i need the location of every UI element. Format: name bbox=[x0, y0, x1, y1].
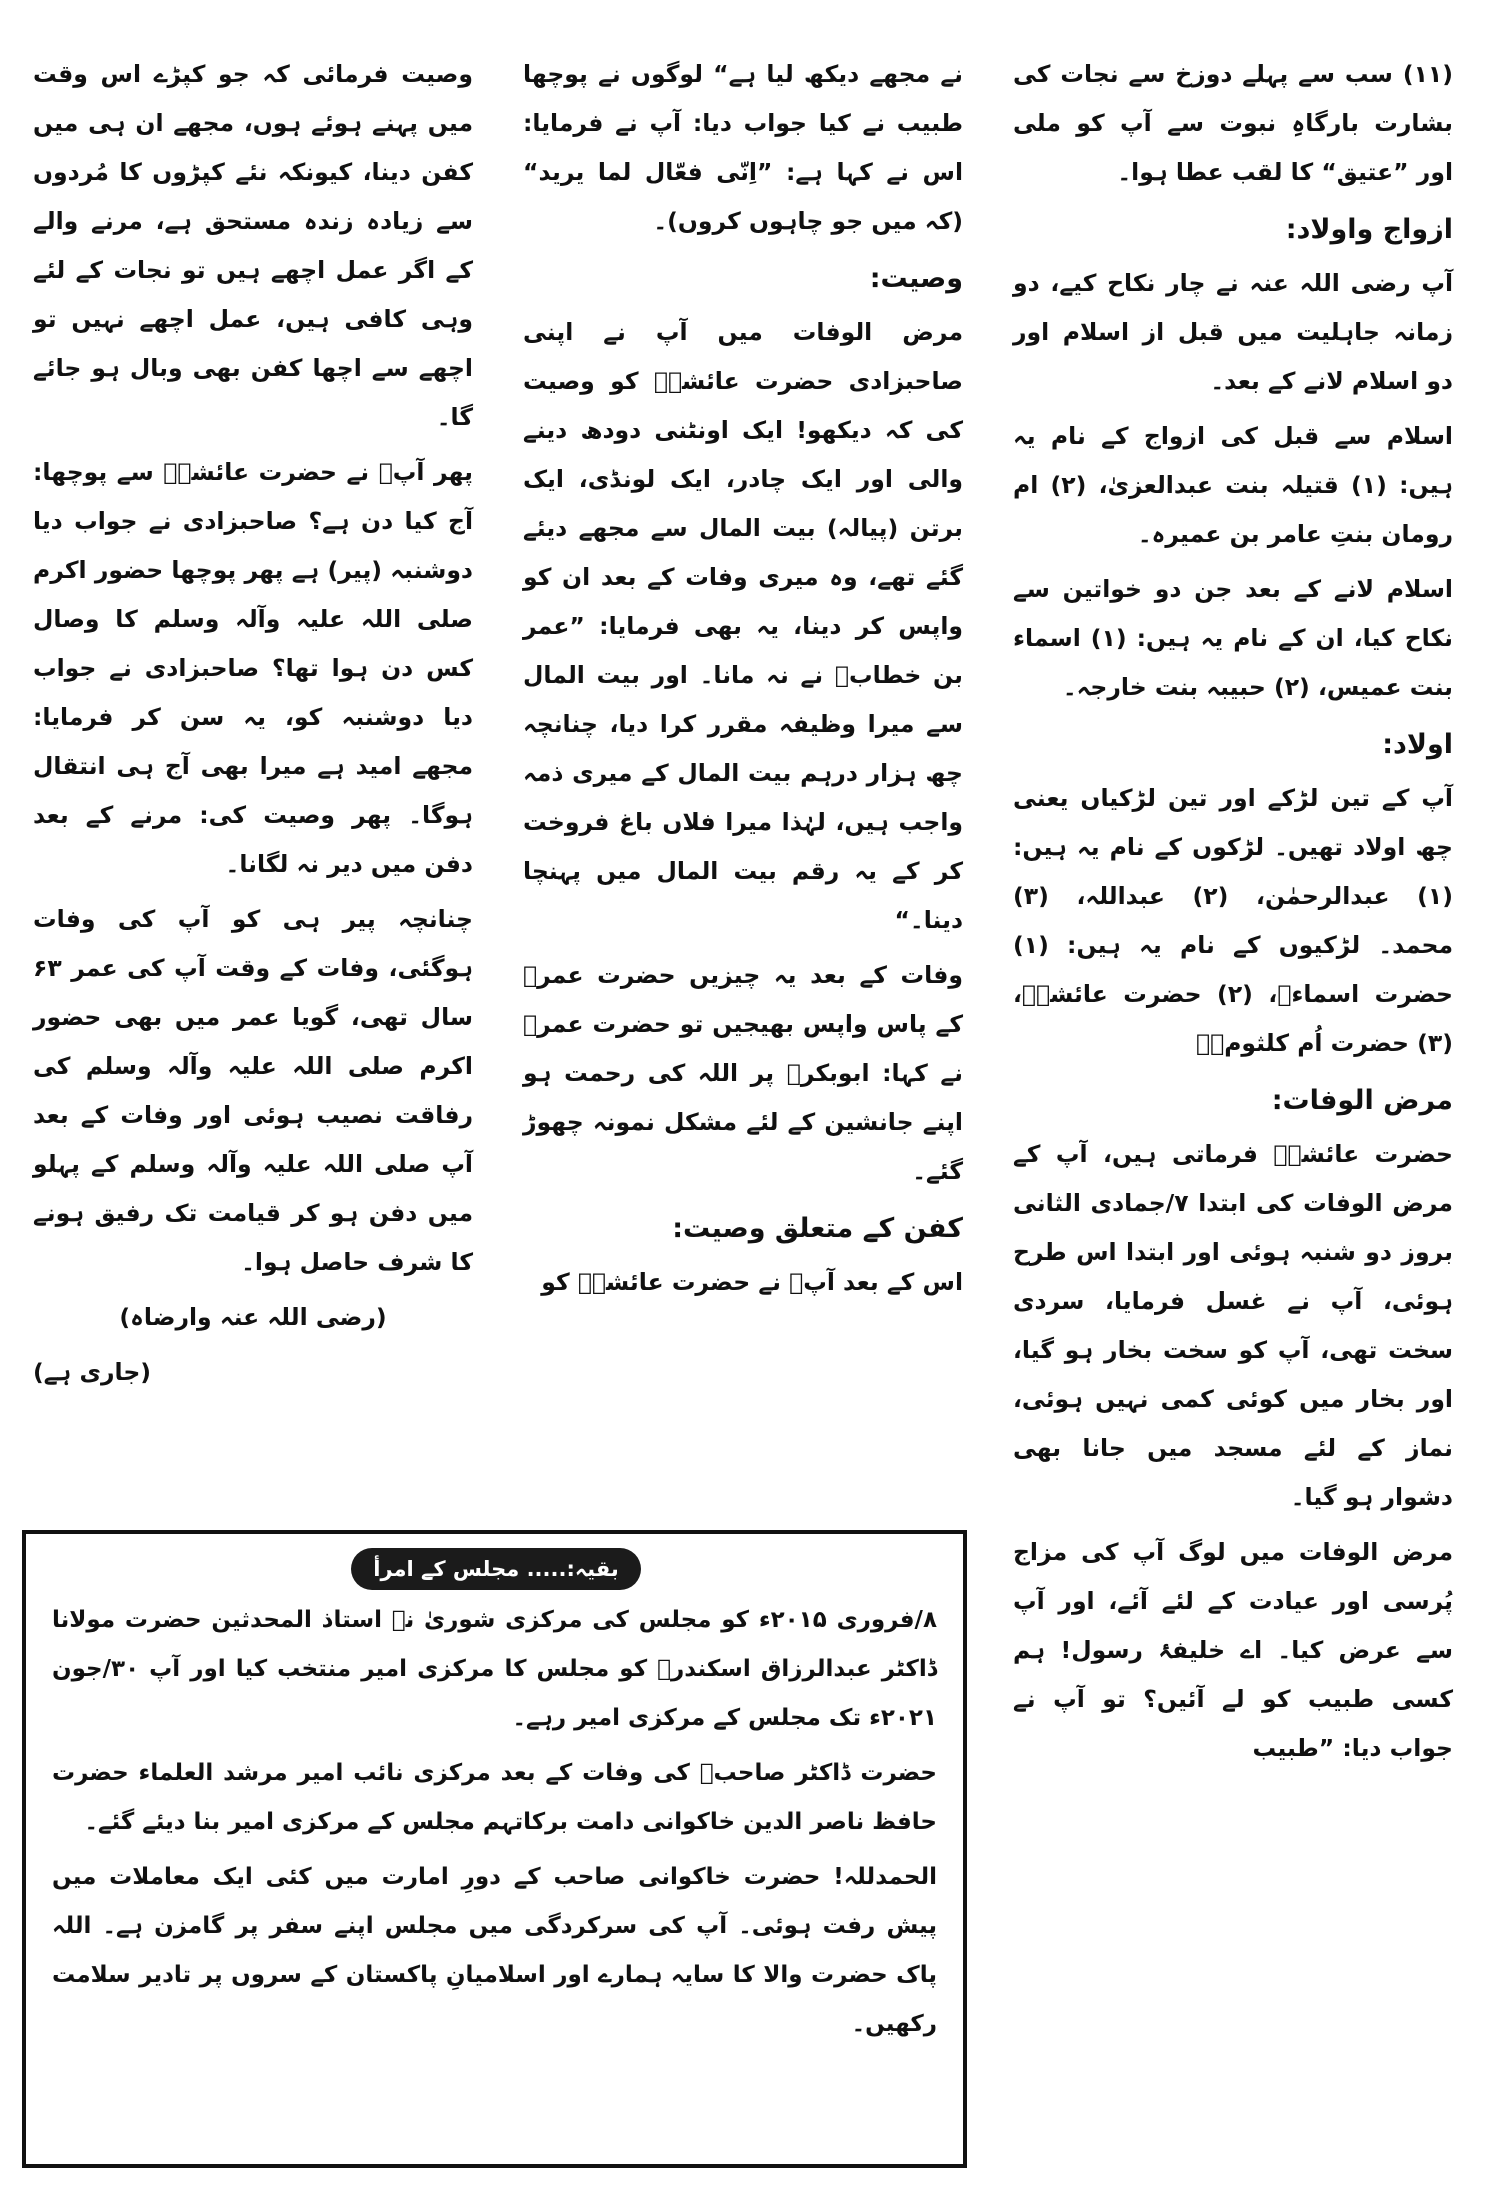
column-middle bbox=[523, 50, 963, 1313]
box-paragraph: ۸/فروری ۲۰۱۵ء کو مجلس کی مرکزی شوریٰ نے استاذ المحدثین حضرت مولانا ڈاکٹر عبدالرزاق اسکندرؒ کو مجلس کا مرکزی امیر منتخب کیا اور آپ ۳۰/جون ۲۰۲۱ء تک مجلس کے مرکزی امیر رہے۔ bbox=[52, 1607, 937, 1731]
section-heading: مرض الوفات: bbox=[1271, 1085, 1453, 1116]
section-heading: وصیت: bbox=[869, 263, 963, 294]
paragraph: مرض الوفات میں آپ نے اپنی صاحبزادی حضرت عائشہؓ کو وصیت کی کہ دیکھو! ایک اونٹنی دودھ دینے والی اور ایک چادر، ایک لونڈی، ایک برتن (پیالہ) بیت المال سے مجھے دیئے گئے تھے، وہ میری وفات کے بعد ان کو واپس کر دینا، یہ بھی فرمایا: ”عمر بن خطابؓ نے نہ مانا۔ اور بیت المال سے میرا وظیفہ مقرر کرا دیا، چنانچہ چھ ہزار درہم بیت المال کے میری ذمہ واجب ہیں، لہٰذا میرا فلاں باغ فروخت کر کے یہ رقم بیت المال میں پہنچا دینا۔“ bbox=[523, 318, 963, 934]
section-heading: اولاد: bbox=[1382, 729, 1453, 760]
closing-prayer: (رضی اللہ عنہ وارضاہ) bbox=[119, 1303, 387, 1331]
continuation-title: بقیہ:..... مجلس کے امرأ bbox=[351, 1548, 641, 1590]
paragraph: پھر آپؓ نے حضرت عائشہؓ سے پوچھا: آج کیا دن ہے؟ صاحبزادی نے جواب دیا دوشنبہ (پیر) ہے پھر پوچھا حضور اکرم صلی اللہ علیہ وآلہ وسلم کا وصال کس دن ہوا تھا؟ صاحبزادی نے جواب دیا دوشنبہ کو، یہ سن کر فرمایا: مجھے امید ہے میرا بھی آج ہی انتقال ہوگا۔ پھر وصیت کی: مرنے کے بعد دفن میں دیر نہ لگانا۔ bbox=[33, 458, 473, 878]
column-left bbox=[33, 50, 473, 1403]
paragraph: اس کے بعد آپؓ نے حضرت عائشہؓ کو bbox=[541, 1268, 963, 1296]
box-paragraph: الحمدللہ! حضرت خاکوانی صاحب کے دورِ امارت میں کئی ایک معاملات میں پیش رفت ہوئی۔ آپ کی سرکردگی میں مجلس اپنے سفر پر گامزن ہے۔ اللہ پاک حضرت والا کا سایہ ہمارے اور اسلامیانِ پاکستان کے سروں پر تادیر سلامت رکھیں۔ bbox=[52, 1864, 937, 2037]
paragraph: چنانچہ پیر ہی کو آپ کی وفات ہوگئی، وفات کے وقت آپ کی عمر ۶۳ سال تھی، گویا عمر میں بھی حضور اکرم صلی اللہ علیہ وآلہ وسلم کی رفاقت نصیب ہوئی اور وفات کے بعد آپ صلی اللہ علیہ وآلہ وسلم کے پہلو میں دفن ہو کر قیامت تک رفیق ہونے کا شرف حاصل ہوا۔ bbox=[33, 905, 473, 1276]
paragraph: آپ کے تین لڑکے اور تین لڑکیاں یعنی چھ اولاد تھیں۔ لڑکوں کے نام یہ ہیں: (۱) عبدالرحمٰن، (۲) عبداللہ، (۳) محمد۔ لڑکیوں کے نام یہ ہیں: (۱) حضرت اسماءؓ، (۲) حضرت عائشہؓ، (۳) حضرت اُم کلثومؓ۔ bbox=[1013, 784, 1453, 1057]
box-paragraph: حضرت ڈاکٹر صاحبؒ کی وفات کے بعد مرکزی نائب امیر مرشد العلماء حضرت حافظ ناصر الدین خاکوانی دامت برکاتہم مجلس کے مرکزی امیر بنا دیئے گئے۔ bbox=[52, 1760, 937, 1835]
paragraph: اسلام لانے کے بعد جن دو خواتین سے نکاح کیا، ان کے نام یہ ہیں: (۱) اسماء بنت عمیس، (۲) حبیبہ بنت خارجہ۔ bbox=[1013, 575, 1453, 701]
continued-note: (جاری ہے) bbox=[33, 1358, 152, 1386]
paragraph: (۱۱) سب سے پہلے دوزخ سے نجات کی بشارت بارگاہِ نبوت سے آپ کو ملی اور ”عتیق“ کا لقب عطا ہوا۔ bbox=[1013, 60, 1453, 186]
paragraph: وصیت فرمائی کہ جو کپڑے اس وقت میں پہنے ہوئے ہوں، مجھے ان ہی میں کفن دینا، کیونکہ نئے کپڑوں کا مُردوں سے زیادہ زندہ مستحق ہے، مرنے والے کے اگر عمل اچھے ہیں تو نجات کے لئے وہی کافی ہیں، عمل اچھے نہیں تو اچھے سے اچھا کفن بھی وبال ہو جائے گا۔ bbox=[33, 60, 473, 431]
paragraph: حضرت عائشہؓ فرماتی ہیں، آپ کے مرض الوفات کی ابتدا ۷/جمادی الثانی بروز دو شنبہ ہوئی اور ابتدا اس طرح ہوئی، آپ نے غسل فرمایا، سردی سخت تھی، آپ کو سخت بخار ہو گیا، اور بخار میں کوئی کمی نہیں ہوئی، نماز کے لئے مسجد میں جانا بھی دشوار ہو گیا۔ bbox=[1013, 1140, 1453, 1511]
section-heading: کفن کے متعلق وصیت: bbox=[672, 1213, 963, 1244]
paragraph: آپ رضی اللہ عنہ نے چار نکاح کیے، دو زمانہ جاہلیت میں قبل از اسلام اور دو اسلام لانے کے بعد۔ bbox=[1013, 269, 1453, 395]
paragraph: وفات کے بعد یہ چیزیں حضرت عمرؓ کے پاس واپس بھیجیں تو حضرت عمرؓ نے کہا: ابوبکرؓ پر اللہ کی رحمت ہو اپنے جانشین کے لئے مشکل نمونہ چھوڑ گئے۔ bbox=[523, 961, 963, 1185]
continuation-body bbox=[52, 1596, 937, 2055]
continuation-box bbox=[22, 1530, 967, 2168]
paragraph: اسلام سے قبل کی ازواج کے نام یہ ہیں: (۱) قتیلہ بنت عبدالعزیٰ، (۲) ام رومان بنتِ عامر بن عمیرہ۔ bbox=[1013, 422, 1453, 548]
column-right bbox=[1013, 50, 1453, 1779]
paragraph: مرض الوفات میں لوگ آپ کی مزاج پُرسی اور عیادت کے لئے آئے، اور آپ سے عرض کیا۔ اے خلیفۂ رسول! ہم کسی طبیب کو لے آئیں؟ تو آپ نے جواب دیا: ”طبیب bbox=[1013, 1538, 1453, 1762]
paragraph: نے مجھے دیکھ لیا ہے“ لوگوں نے پوچھا طبیب نے کیا جواب دیا: آپ نے فرمایا: اس نے کہا ہے: ”اِنّی فعّال لما یرید“ (کہ میں جو چاہوں کروں)۔ bbox=[523, 60, 963, 235]
section-heading: ازواج واولاد: bbox=[1285, 214, 1453, 245]
